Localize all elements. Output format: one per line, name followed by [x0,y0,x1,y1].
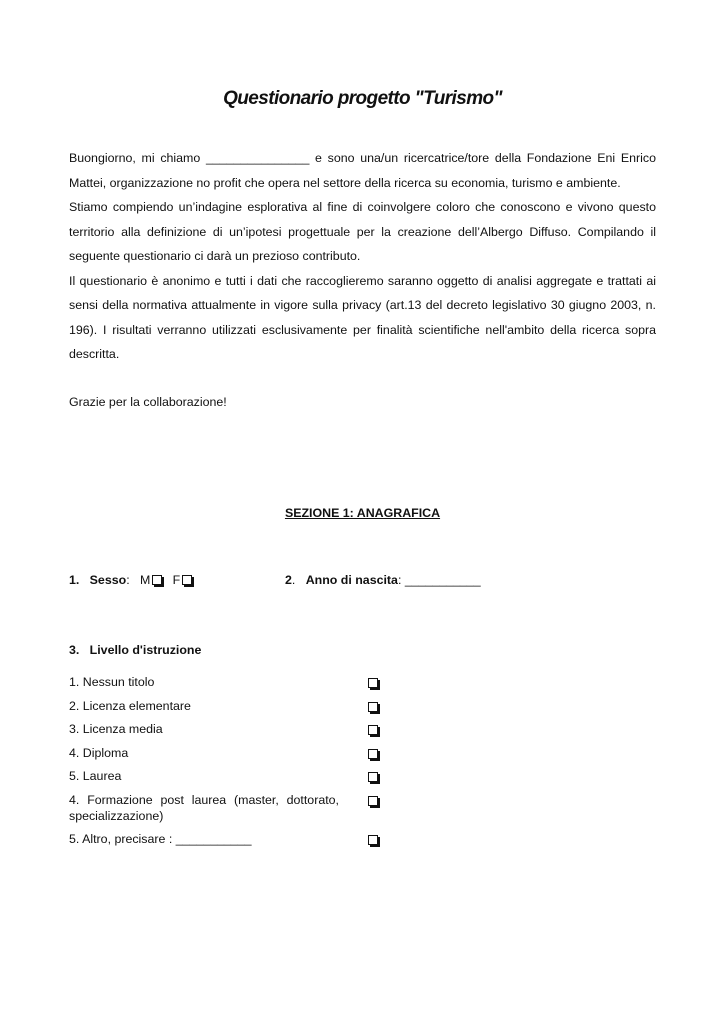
intro-paragraph-3: Il questionario è anonimo e tutti i dati che raccoglieremo saranno oggetto di analisi aggregate e trattati ai sensi della normativa attualmente in vigore sulla privacy (art.13 del decreto legislativo 30 giugno 2003, n. 196). I risultati verranno utilizzati esclusivamente per finalità scientifiche nell'ambito della ricerca sopra descritta. [69,273,656,361]
checkbox-icon[interactable] [368,796,378,806]
checkbox-m-icon[interactable] [152,575,162,585]
list-item [69,698,339,714]
option-label: 1. Nessun titolo [69,675,155,689]
option-label: 3. Licenza media [69,722,163,736]
question-3-istruzione [69,641,201,659]
education-options-list [69,674,389,855]
checkbox-icon[interactable] [368,772,378,782]
question-1-label: Sesso [89,573,127,587]
thanks-text: Grazie per la collaborazione! [69,395,227,409]
option-f-label: F [172,573,181,587]
option-label: 2. Licenza elementare [69,698,191,713]
question-3-label: Livello d'istruzione [89,643,202,657]
question-3-number: 3. [69,643,80,657]
list-item [69,674,339,690]
checkbox-icon[interactable] [368,702,378,712]
intro-paragraph-2: Stiamo compiendo un’indagine esplorativa al fine di coinvolgere coloro che conoscono e vivono questo territorio alla definizione di un’ipotesi progettuale per la creazione dell’Albergo Diffuso. Compilando il seguente questionario ci darà un prezioso contributo. [69,200,656,263]
list-item [69,721,339,737]
checkbox-icon[interactable] [368,725,378,735]
option-label: 5. Altro, precisare : ___________ [69,832,252,846]
question-1-number: 1. [69,573,80,587]
option-label: 5. Laurea [69,769,122,783]
question-2-anno-nascita [285,571,481,589]
intro-paragraph-1: Buongiorno, mi chiamo _______________ e sono una/un ricercatrice/tore della Fondazione Eni Enrico Mattei, organizzazione no profit che opera nel settore della ricerca su economia, turismo e ambiente. [69,151,656,190]
list-item [69,831,339,847]
question-1-colon: : [126,573,130,587]
option-label: 4. Formazione post laurea (master, dottorato, specializzazione) [69,792,339,823]
list-item [69,768,339,784]
question-2-number: 2 [285,573,292,587]
checkbox-icon[interactable] [368,835,378,845]
intro-text [69,146,656,367]
page-title: Questionario progetto "Turismo" [223,88,502,109]
question-2-label: Anno di nascita [305,573,398,587]
question-2-dot: . [291,573,296,587]
checkbox-icon[interactable] [368,749,378,759]
question-1-sesso [69,571,192,589]
option-m-label: M [139,573,151,587]
checkbox-f-icon[interactable] [182,575,192,585]
list-item [69,745,339,761]
checkbox-icon[interactable] [368,678,378,688]
question-2-answer-line[interactable]: : ___________ [397,573,481,587]
option-label: 4. Diploma [69,745,129,760]
section-1-title: SEZIONE 1: ANAGRAFICA [284,506,441,520]
list-item [69,792,339,824]
